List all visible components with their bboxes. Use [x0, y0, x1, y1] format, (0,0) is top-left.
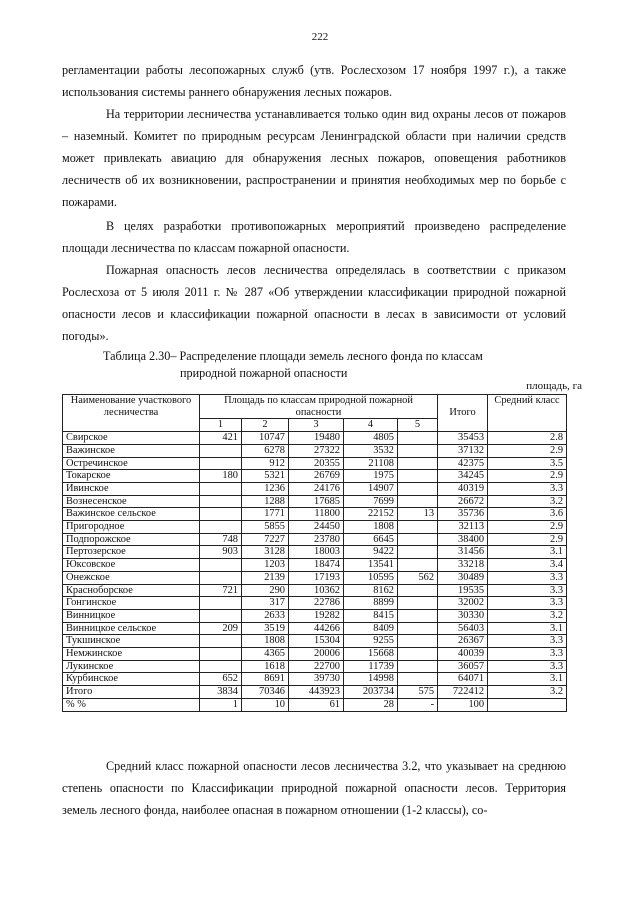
table-row	[63, 533, 567, 546]
table-cell	[398, 482, 438, 495]
table-cell: 100	[438, 698, 488, 711]
table-cell: 22700	[289, 660, 344, 673]
table-cell	[398, 622, 438, 635]
table-cell: 42375	[438, 457, 488, 470]
table-row	[63, 559, 567, 572]
table-cell	[398, 457, 438, 470]
table-cell: 3834	[200, 686, 242, 699]
table-cell	[200, 495, 242, 508]
table-cell	[200, 635, 242, 648]
table-cell: 40319	[438, 482, 488, 495]
table-cell: 3.3	[488, 584, 567, 597]
table-cell: 1771	[242, 508, 289, 521]
table-cell	[200, 521, 242, 534]
table-row	[63, 597, 567, 610]
table-cell: 2.8	[488, 432, 567, 445]
table-cell: 20006	[289, 648, 344, 661]
table-cell: 5855	[242, 521, 289, 534]
table-cell: 1203	[242, 559, 289, 572]
cell-forestry-name: Ивинское	[63, 482, 200, 495]
table-cell	[200, 559, 242, 572]
table-cell: 2633	[242, 609, 289, 622]
table-cell: 2.9	[488, 444, 567, 457]
table-row	[63, 495, 567, 508]
table-cell: 2139	[242, 571, 289, 584]
table-cell: 8415	[344, 609, 398, 622]
table-cell: 3.3	[488, 597, 567, 610]
table-cell: 1288	[242, 495, 289, 508]
table-cell	[398, 546, 438, 559]
cell-forestry-name: Пертозерское	[63, 546, 200, 559]
cell-forestry-name: Курбинское	[63, 673, 200, 686]
table-row	[63, 521, 567, 534]
table-cell	[200, 482, 242, 495]
table-cell: 443923	[289, 686, 344, 699]
table-cell: 9255	[344, 635, 398, 648]
table-cell: 35736	[438, 508, 488, 521]
table-cell: 15668	[344, 648, 398, 661]
table-cell: 290	[242, 584, 289, 597]
table-cell: 3.1	[488, 546, 567, 559]
table-cell: 3.3	[488, 635, 567, 648]
table-cell: 3.2	[488, 609, 567, 622]
table-cell	[398, 597, 438, 610]
table-cell: 56403	[438, 622, 488, 635]
table-cell: 13541	[344, 559, 398, 572]
table-cell	[200, 660, 242, 673]
table-row	[63, 470, 567, 483]
table-cell: 6645	[344, 533, 398, 546]
table-caption-line2: природной пожарной опасности	[180, 366, 348, 380]
paragraph-4: Пожарная опасность лесов лесничества определялась в соответствии с приказом Рослесхоза от 5 июля 2011 г. № 287 «Об утверждении классификации природной пожарной опасности лесов и классификации пожарной опасности в лесах в зависимости от условий погоды».	[62, 263, 566, 343]
cell-forestry-name: Немжинское	[63, 648, 200, 661]
table-row	[63, 432, 567, 445]
table-cell: 3.1	[488, 622, 567, 635]
table-cell	[200, 609, 242, 622]
table-row	[63, 698, 567, 711]
table-cell: 17193	[289, 571, 344, 584]
table-cell	[398, 495, 438, 508]
table-row	[63, 648, 567, 661]
table-row	[63, 571, 567, 584]
table-cell: 24450	[289, 521, 344, 534]
table-cell: 9422	[344, 546, 398, 559]
table-cell: 22152	[344, 508, 398, 521]
table-cell: 2.9	[488, 470, 567, 483]
table-cell: 38400	[438, 533, 488, 546]
table-cell: 1975	[344, 470, 398, 483]
table-cell: 26367	[438, 635, 488, 648]
cell-forestry-name: Свирское	[63, 432, 200, 445]
table-cell: 8409	[344, 622, 398, 635]
table-cell	[398, 470, 438, 483]
table-cell: 5321	[242, 470, 289, 483]
cell-forestry-name: Подпорожское	[63, 533, 200, 546]
table-cell: 18474	[289, 559, 344, 572]
cell-forestry-name: Винницкое сельское	[63, 622, 200, 635]
table-cell: 3.3	[488, 482, 567, 495]
cell-forestry-name: % %	[63, 698, 200, 711]
table-row	[63, 673, 567, 686]
table-cell	[200, 508, 242, 521]
table-cell: 8162	[344, 584, 398, 597]
table-cell: 7699	[344, 495, 398, 508]
table-row	[63, 660, 567, 673]
table-cell: 209	[200, 622, 242, 635]
table-cell	[398, 635, 438, 648]
table-cell: 61	[289, 698, 344, 711]
table-cell: 575	[398, 686, 438, 699]
table-cell: 19535	[438, 584, 488, 597]
table-cell: 8899	[344, 597, 398, 610]
table-cell: 26672	[438, 495, 488, 508]
cell-forestry-name: Вознесенское	[63, 495, 200, 508]
table-cell: 19282	[289, 609, 344, 622]
table-cell: 18003	[289, 546, 344, 559]
cell-forestry-name: Лукинское	[63, 660, 200, 673]
table-row	[63, 609, 567, 622]
table-cell	[398, 432, 438, 445]
table-cell	[398, 521, 438, 534]
table-cell: 3.3	[488, 571, 567, 584]
cell-forestry-name: Юксовское	[63, 559, 200, 572]
table-cell: 11800	[289, 508, 344, 521]
table-cell: 4805	[344, 432, 398, 445]
table-cell	[398, 533, 438, 546]
table-cell: 203734	[344, 686, 398, 699]
header-class-2: 2	[242, 419, 289, 432]
table-cell: 1618	[242, 660, 289, 673]
table-row	[63, 546, 567, 559]
table-cell: 421	[200, 432, 242, 445]
table-cell: 37132	[438, 444, 488, 457]
table-cell	[398, 673, 438, 686]
header-total: Итого	[438, 395, 488, 432]
table-cell: 24176	[289, 482, 344, 495]
table-row	[63, 482, 567, 495]
table-row	[63, 444, 567, 457]
table-cell: 3.2	[488, 495, 567, 508]
table-cell	[200, 457, 242, 470]
table-cell: 2.9	[488, 533, 567, 546]
cell-forestry-name: Красноборское	[63, 584, 200, 597]
table-cell: 28	[344, 698, 398, 711]
table-cell: 3.5	[488, 457, 567, 470]
table-cell: 180	[200, 470, 242, 483]
table-cell	[398, 660, 438, 673]
table-units: площадь, га	[526, 380, 582, 392]
table-cell: 4365	[242, 648, 289, 661]
table-cell: 3519	[242, 622, 289, 635]
table-row	[63, 686, 567, 699]
table-cell: 3532	[344, 444, 398, 457]
table-cell: 15304	[289, 635, 344, 648]
table-cell: 70346	[242, 686, 289, 699]
table-cell: 20355	[289, 457, 344, 470]
page-number: 222	[311, 31, 329, 43]
table-cell: 2.9	[488, 521, 567, 534]
table-cell: 33218	[438, 559, 488, 572]
table-cell: 21108	[344, 457, 398, 470]
table-cell: 13	[398, 508, 438, 521]
table-cell: 14907	[344, 482, 398, 495]
cell-forestry-name: Тукшинское	[63, 635, 200, 648]
table-cell: 1808	[344, 521, 398, 534]
table-cell	[398, 584, 438, 597]
table-cell: 7227	[242, 533, 289, 546]
paragraph-1: регламентации работы лесопожарных служб (утв. Рослесхозом 17 ноября 1997 г.), а также использования системы раннего обнаружения лесных пожаров.	[62, 63, 566, 99]
table-cell: 722412	[438, 686, 488, 699]
table-cell: 14998	[344, 673, 398, 686]
table-row	[63, 584, 567, 597]
table-cell: 3.3	[488, 660, 567, 673]
table-cell: 8691	[242, 673, 289, 686]
table-row	[63, 622, 567, 635]
table-cell: 912	[242, 457, 289, 470]
table-cell: 23780	[289, 533, 344, 546]
cell-forestry-name: Пригородное	[63, 521, 200, 534]
table-cell: 64071	[438, 673, 488, 686]
table-cell: 3.6	[488, 508, 567, 521]
table-cell: 32113	[438, 521, 488, 534]
table-cell: 30489	[438, 571, 488, 584]
table-cell: 562	[398, 571, 438, 584]
table-cell	[200, 571, 242, 584]
header-avg-class: Средний класс	[488, 395, 567, 432]
table-cell: 36057	[438, 660, 488, 673]
table-cell: 721	[200, 584, 242, 597]
table-cell: 10747	[242, 432, 289, 445]
cell-forestry-name: Важинское сельское	[63, 508, 200, 521]
table-cell	[398, 609, 438, 622]
table-cell: 748	[200, 533, 242, 546]
table-cell: 31456	[438, 546, 488, 559]
table-row	[63, 508, 567, 521]
table-cell: 26769	[289, 470, 344, 483]
table-cell: 1808	[242, 635, 289, 648]
table-caption-line1: Таблица 2.30– Распределение площади земель лесного фонда по классам	[103, 349, 483, 363]
cell-forestry-name: Важинское	[63, 444, 200, 457]
table-cell: 10595	[344, 571, 398, 584]
header-class-4: 4	[344, 419, 398, 432]
table-cell: 39730	[289, 673, 344, 686]
table-cell	[200, 444, 242, 457]
table-cell	[488, 698, 567, 711]
table-cell	[398, 648, 438, 661]
table-cell: 3.4	[488, 559, 567, 572]
table-cell: 44266	[289, 622, 344, 635]
table-cell: 1	[200, 698, 242, 711]
table-cell: 22786	[289, 597, 344, 610]
cell-forestry-name: Гонгинское	[63, 597, 200, 610]
cell-forestry-name: Итого	[63, 686, 200, 699]
paragraph-2: На территории лесничества устанавливается только один вид охраны лесов от пожаров – наземный. Комитет по природным ресурсам Ленинградской области при наличии средств может привлекать авиацию для обнаружения лесных пожаров, оповещения работников лесничеств об их возникновении, распространении и принятия необходимых мер по борьбе с пожарами.	[62, 107, 566, 209]
table-row	[63, 635, 567, 648]
table-cell: 317	[242, 597, 289, 610]
cell-forestry-name: Остречинское	[63, 457, 200, 470]
table-cell: 1236	[242, 482, 289, 495]
table-cell: 32002	[438, 597, 488, 610]
table-cell: 17685	[289, 495, 344, 508]
table-cell: -	[398, 698, 438, 711]
table-cell: 3.2	[488, 686, 567, 699]
table-cell: 903	[200, 546, 242, 559]
table-cell: 10	[242, 698, 289, 711]
fire-danger-table	[62, 394, 567, 712]
paragraph-5: Средний класс пожарной опасности лесов лесничества 3.2, что указывает на среднюю степень опасности по Классификации природной пожарной опасности лесов. Территория земель лесного фонда, наиболее опасная в пожарном отношении (1-2 классы), со-	[62, 759, 566, 817]
cell-forestry-name: Токарское	[63, 470, 200, 483]
table-cell: 6278	[242, 444, 289, 457]
table-cell: 11739	[344, 660, 398, 673]
table-cell	[398, 444, 438, 457]
table-cell: 3.3	[488, 648, 567, 661]
table-row	[63, 457, 567, 470]
table-cell	[200, 648, 242, 661]
header-name: Наименование участкового лесничества	[63, 395, 200, 432]
table-caption	[103, 348, 483, 382]
table-cell: 34245	[438, 470, 488, 483]
table-cell: 3.1	[488, 673, 567, 686]
table-cell	[200, 597, 242, 610]
table-cell: 30330	[438, 609, 488, 622]
table-cell: 10362	[289, 584, 344, 597]
table-body	[63, 432, 567, 711]
table-cell: 27322	[289, 444, 344, 457]
table-cell: 3128	[242, 546, 289, 559]
table-cell	[398, 559, 438, 572]
table-cell: 40039	[438, 648, 488, 661]
header-class-1: 1	[200, 419, 242, 432]
header-area-group: Площадь по классам природной пожарной опасности	[200, 395, 438, 419]
cell-forestry-name: Онежское	[63, 571, 200, 584]
table-cell: 652	[200, 673, 242, 686]
paragraph-3: В целях разработки противопожарных мероприятий произведено распределение площади лесничества по классам пожарной опасности.	[62, 219, 566, 255]
table-cell: 35453	[438, 432, 488, 445]
header-class-5: 5	[398, 419, 438, 432]
cell-forestry-name: Винницкое	[63, 609, 200, 622]
header-class-3: 3	[289, 419, 344, 432]
table-cell: 19480	[289, 432, 344, 445]
